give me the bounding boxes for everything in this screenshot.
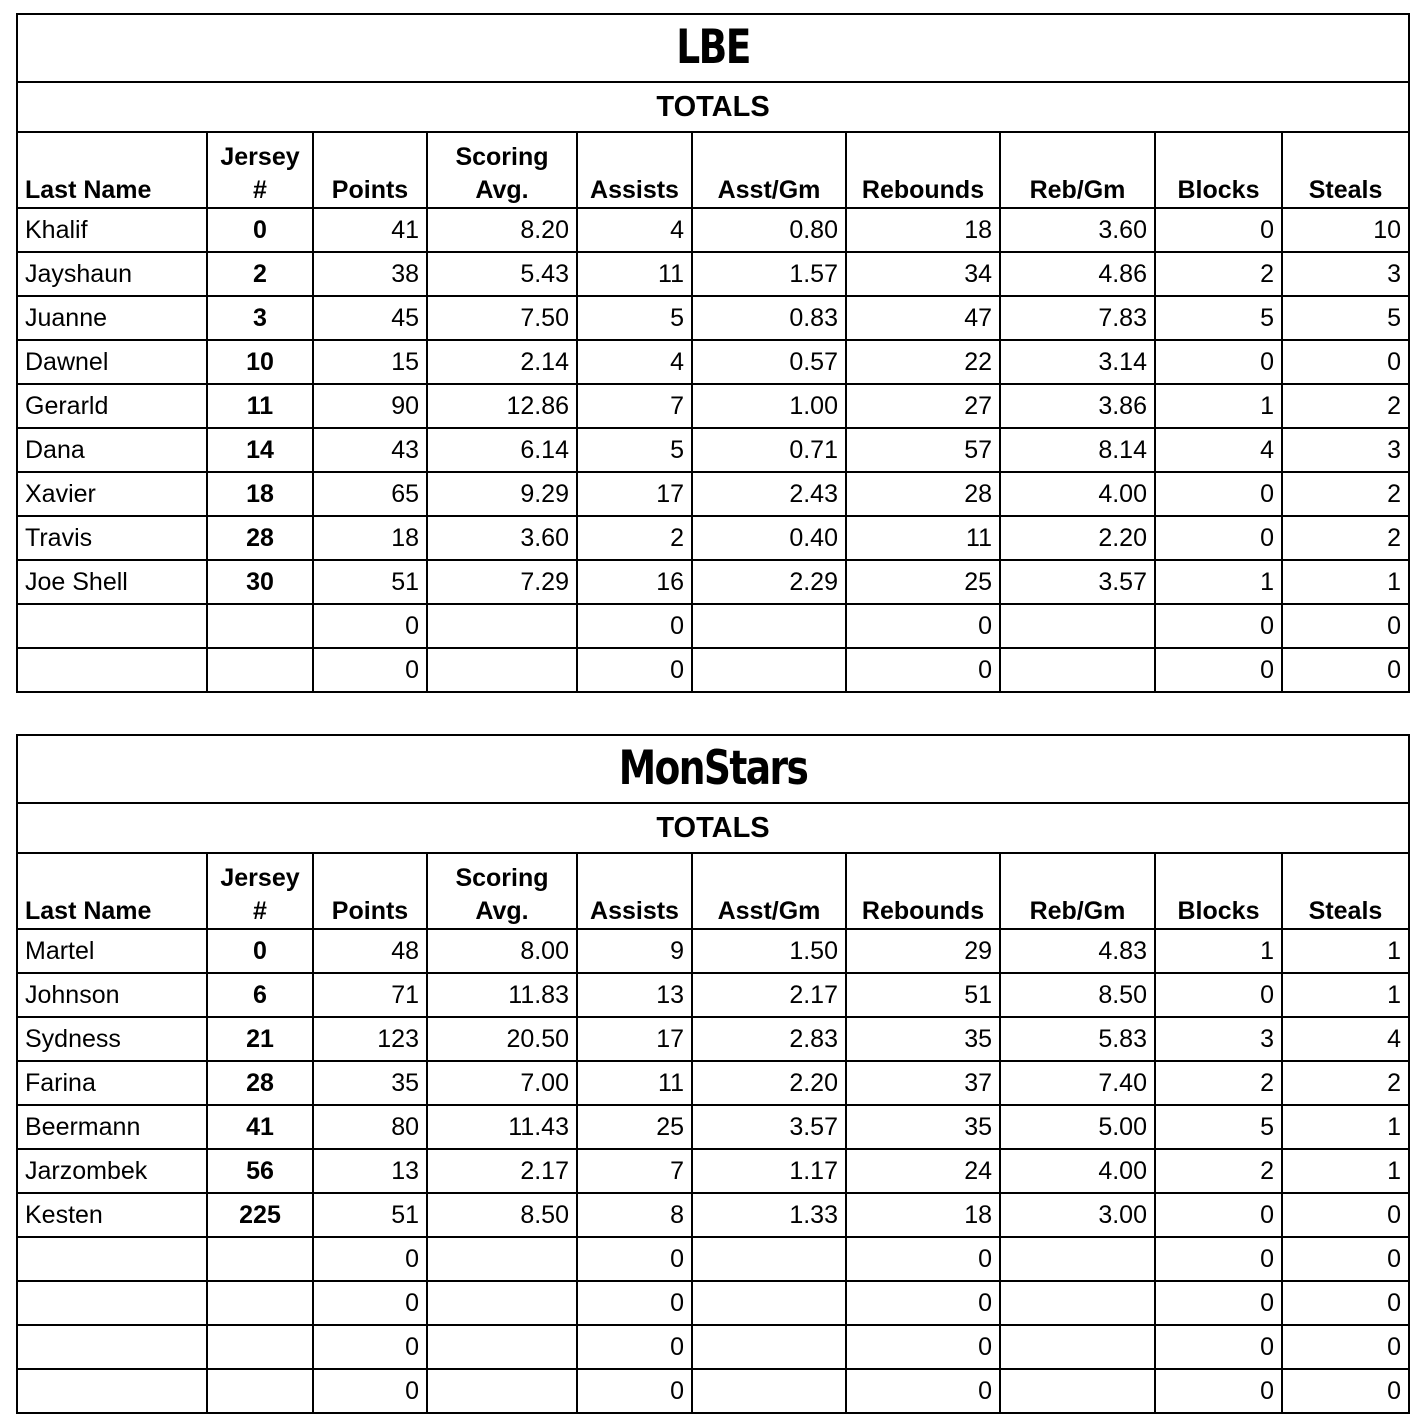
column-header-points: Points [313,132,427,208]
cell-assists: 2 [577,516,692,560]
cell-last-name: Sydness [17,1017,207,1061]
cell-asst-per-game: 1.17 [692,1149,846,1193]
cell-jersey: 225 [207,1193,313,1237]
cell-last-name: Juanne [17,296,207,340]
cell-rebounds: 35 [846,1017,1000,1061]
cell-steals: 2 [1282,472,1409,516]
cell-asst-per-game: 2.83 [692,1017,846,1061]
cell-scoring-avg: 2.14 [427,340,577,384]
cell-blocks: 2 [1155,1149,1282,1193]
cell-reb-per-game: 7.40 [1000,1061,1155,1105]
table-row [17,472,1409,516]
table-row [17,648,1409,692]
cell-steals: 0 [1282,648,1409,692]
cell-blocks: 0 [1155,973,1282,1017]
column-header-last-name: Last Name [17,853,207,929]
cell-blocks: 4 [1155,428,1282,472]
cell-asst-per-game: 2.29 [692,560,846,604]
cell-rebounds: 47 [846,296,1000,340]
cell-scoring-avg: 11.83 [427,973,577,1017]
table-row [17,929,1409,973]
cell-reb-per-game: 3.14 [1000,340,1155,384]
cell-points: 90 [313,384,427,428]
cell-points: 0 [313,1325,427,1369]
cell-asst-per-game: 2.17 [692,973,846,1017]
table-row [17,384,1409,428]
table-row [17,1105,1409,1149]
cell-assists: 7 [577,1149,692,1193]
cell-asst-per-game [692,1237,846,1281]
cell-jersey [207,1281,313,1325]
cell-points: 41 [313,208,427,252]
cell-asst-per-game: 0.71 [692,428,846,472]
cell-steals: 0 [1282,340,1409,384]
cell-rebounds: 0 [846,648,1000,692]
cell-jersey: 6 [207,973,313,1017]
cell-jersey [207,648,313,692]
cell-rebounds: 18 [846,1193,1000,1237]
cell-points: 51 [313,560,427,604]
table-row [17,516,1409,560]
cell-jersey: 21 [207,1017,313,1061]
cell-points: 0 [313,648,427,692]
cell-last-name: Beermann [17,1105,207,1149]
cell-blocks: 0 [1155,604,1282,648]
cell-rebounds: 18 [846,208,1000,252]
cell-blocks: 5 [1155,296,1282,340]
cell-scoring-avg: 7.50 [427,296,577,340]
cell-rebounds: 57 [846,428,1000,472]
cell-last-name: Jarzombek [17,1149,207,1193]
cell-scoring-avg: 20.50 [427,1017,577,1061]
cell-last-name: Farina [17,1061,207,1105]
header-row [17,132,1409,208]
cell-blocks: 1 [1155,560,1282,604]
cell-jersey [207,604,313,648]
table-row [17,1017,1409,1061]
totals-subtitle: TOTALS [17,803,1409,853]
cell-jersey [207,1237,313,1281]
column-header-asst-per-game: Asst/Gm [692,853,846,929]
team-title-cell [17,14,1409,82]
cell-blocks: 3 [1155,1017,1282,1061]
cell-steals: 1 [1282,973,1409,1017]
cell-assists: 5 [577,296,692,340]
cell-last-name: Dana [17,428,207,472]
cell-rebounds: 0 [846,1281,1000,1325]
cell-reb-per-game: 4.86 [1000,252,1155,296]
cell-last-name [17,1281,207,1325]
cell-last-name [17,604,207,648]
column-header-blocks: Blocks [1155,853,1282,929]
cell-scoring-avg [427,604,577,648]
column-header-jersey: Jersey # [207,853,313,929]
column-header-asst-per-game: Asst/Gm [692,132,846,208]
totals-subtitle: TOTALS [17,82,1409,132]
cell-steals: 0 [1282,1281,1409,1325]
cell-last-name: Gerarld [17,384,207,428]
cell-steals: 2 [1282,384,1409,428]
cell-reb-per-game [1000,1325,1155,1369]
cell-jersey: 0 [207,208,313,252]
cell-rebounds: 28 [846,472,1000,516]
team-title: LBE [676,20,750,75]
cell-scoring-avg: 5.43 [427,252,577,296]
cell-blocks: 0 [1155,1193,1282,1237]
cell-jersey: 18 [207,472,313,516]
lbe-player-rows [17,208,1409,692]
column-header-steals: Steals [1282,853,1409,929]
cell-steals: 0 [1282,604,1409,648]
cell-reb-per-game: 7.83 [1000,296,1155,340]
cell-blocks: 0 [1155,1281,1282,1325]
cell-assists: 0 [577,1281,692,1325]
cell-rebounds: 34 [846,252,1000,296]
cell-scoring-avg: 9.29 [427,472,577,516]
column-header-reb-per-game: Reb/Gm [1000,132,1155,208]
cell-asst-per-game: 1.33 [692,1193,846,1237]
table-row [17,296,1409,340]
cell-points: 0 [313,1281,427,1325]
cell-assists: 7 [577,384,692,428]
cell-reb-per-game: 8.50 [1000,973,1155,1017]
cell-reb-per-game: 5.00 [1000,1105,1155,1149]
cell-asst-per-game: 0.57 [692,340,846,384]
cell-reb-per-game [1000,604,1155,648]
cell-steals: 1 [1282,1149,1409,1193]
cell-blocks: 0 [1155,472,1282,516]
cell-blocks: 0 [1155,648,1282,692]
cell-asst-per-game: 1.57 [692,252,846,296]
cell-scoring-avg: 8.50 [427,1193,577,1237]
cell-points: 51 [313,1193,427,1237]
cell-reb-per-game: 5.83 [1000,1017,1155,1061]
cell-last-name: Dawnel [17,340,207,384]
cell-asst-per-game: 2.43 [692,472,846,516]
cell-asst-per-game [692,604,846,648]
column-header-assists: Assists [577,132,692,208]
cell-scoring-avg [427,648,577,692]
cell-blocks: 0 [1155,516,1282,560]
cell-rebounds: 0 [846,1325,1000,1369]
table-row [17,340,1409,384]
cell-assists: 0 [577,1237,692,1281]
cell-reb-per-game: 3.57 [1000,560,1155,604]
column-header-reb-per-game: Reb/Gm [1000,853,1155,929]
cell-points: 48 [313,929,427,973]
cell-reb-per-game: 8.14 [1000,428,1155,472]
cell-asst-per-game: 0.40 [692,516,846,560]
cell-scoring-avg: 7.29 [427,560,577,604]
lbe-stats-table [16,13,1410,693]
column-header-steals: Steals [1282,132,1409,208]
cell-reb-per-game: 2.20 [1000,516,1155,560]
cell-rebounds: 35 [846,1105,1000,1149]
table-row [17,1061,1409,1105]
cell-scoring-avg: 6.14 [427,428,577,472]
cell-jersey: 14 [207,428,313,472]
cell-rebounds: 0 [846,1369,1000,1413]
cell-assists: 5 [577,428,692,472]
column-header-scoring-avg: Scoring Avg. [427,132,577,208]
cell-assists: 4 [577,208,692,252]
team-title-cell [17,735,1409,803]
cell-last-name [17,1325,207,1369]
cell-assists: 17 [577,1017,692,1061]
cell-last-name: Johnson [17,973,207,1017]
table-row [17,604,1409,648]
cell-blocks: 0 [1155,1237,1282,1281]
cell-steals: 10 [1282,208,1409,252]
cell-last-name: Jayshaun [17,252,207,296]
cell-reb-per-game: 4.00 [1000,1149,1155,1193]
cell-blocks: 2 [1155,1061,1282,1105]
cell-asst-per-game: 1.50 [692,929,846,973]
cell-asst-per-game [692,648,846,692]
cell-scoring-avg: 3.60 [427,516,577,560]
cell-points: 13 [313,1149,427,1193]
cell-points: 0 [313,604,427,648]
table-row [17,1369,1409,1413]
cell-blocks: 0 [1155,1369,1282,1413]
column-header-points: Points [313,853,427,929]
cell-reb-per-game [1000,1237,1155,1281]
cell-scoring-avg: 11.43 [427,1105,577,1149]
cell-steals: 5 [1282,296,1409,340]
cell-points: 38 [313,252,427,296]
cell-last-name: Kesten [17,1193,207,1237]
cell-blocks: 0 [1155,208,1282,252]
cell-jersey: 2 [207,252,313,296]
cell-rebounds: 24 [846,1149,1000,1193]
monstars-player-rows [17,929,1409,1413]
cell-assists: 25 [577,1105,692,1149]
cell-scoring-avg [427,1325,577,1369]
cell-jersey: 11 [207,384,313,428]
column-header-blocks: Blocks [1155,132,1282,208]
cell-asst-per-game: 1.00 [692,384,846,428]
cell-jersey: 41 [207,1105,313,1149]
cell-rebounds: 11 [846,516,1000,560]
cell-assists: 13 [577,973,692,1017]
cell-jersey: 3 [207,296,313,340]
cell-rebounds: 29 [846,929,1000,973]
cell-blocks: 0 [1155,1325,1282,1369]
cell-reb-per-game: 4.00 [1000,472,1155,516]
cell-points: 71 [313,973,427,1017]
cell-rebounds: 27 [846,384,1000,428]
cell-asst-per-game [692,1281,846,1325]
cell-steals: 3 [1282,428,1409,472]
cell-reb-per-game [1000,1281,1155,1325]
cell-asst-per-game: 2.20 [692,1061,846,1105]
cell-reb-per-game: 3.00 [1000,1193,1155,1237]
cell-reb-per-game: 3.86 [1000,384,1155,428]
cell-reb-per-game [1000,648,1155,692]
cell-last-name [17,1369,207,1413]
cell-points: 43 [313,428,427,472]
table-row [17,252,1409,296]
cell-steals: 0 [1282,1193,1409,1237]
table-row [17,1325,1409,1369]
table-row [17,973,1409,1017]
table-row [17,208,1409,252]
cell-steals: 1 [1282,929,1409,973]
cell-asst-per-game: 0.80 [692,208,846,252]
cell-assists: 9 [577,929,692,973]
cell-assists: 17 [577,472,692,516]
header-row [17,853,1409,929]
cell-scoring-avg [427,1369,577,1413]
cell-rebounds: 0 [846,1237,1000,1281]
cell-steals: 0 [1282,1237,1409,1281]
cell-blocks: 0 [1155,340,1282,384]
table-row [17,1193,1409,1237]
cell-steals: 1 [1282,1105,1409,1149]
table-row [17,1281,1409,1325]
cell-jersey: 10 [207,340,313,384]
cell-scoring-avg: 12.86 [427,384,577,428]
cell-asst-per-game: 3.57 [692,1105,846,1149]
cell-jersey: 0 [207,929,313,973]
cell-blocks: 5 [1155,1105,1282,1149]
cell-blocks: 2 [1155,252,1282,296]
cell-rebounds: 37 [846,1061,1000,1105]
cell-points: 65 [313,472,427,516]
cell-last-name: Martel [17,929,207,973]
team-title: MonStars [618,741,808,796]
cell-assists: 4 [577,340,692,384]
cell-points: 45 [313,296,427,340]
cell-steals: 2 [1282,1061,1409,1105]
cell-last-name: Travis [17,516,207,560]
cell-asst-per-game: 0.83 [692,296,846,340]
cell-jersey [207,1369,313,1413]
table-row [17,428,1409,472]
cell-reb-per-game: 4.83 [1000,929,1155,973]
cell-points: 0 [313,1369,427,1413]
cell-assists: 11 [577,252,692,296]
cell-scoring-avg [427,1237,577,1281]
cell-assists: 0 [577,604,692,648]
cell-rebounds: 22 [846,340,1000,384]
cell-last-name: Joe Shell [17,560,207,604]
monstars-stats-table [16,734,1410,1414]
cell-points: 80 [313,1105,427,1149]
cell-points: 0 [313,1237,427,1281]
table-row [17,1149,1409,1193]
cell-last-name: Xavier [17,472,207,516]
cell-assists: 8 [577,1193,692,1237]
cell-blocks: 1 [1155,929,1282,973]
cell-scoring-avg: 8.20 [427,208,577,252]
cell-assists: 0 [577,648,692,692]
cell-last-name [17,648,207,692]
cell-reb-per-game [1000,1369,1155,1413]
cell-steals: 4 [1282,1017,1409,1061]
cell-rebounds: 0 [846,604,1000,648]
cell-assists: 0 [577,1369,692,1413]
cell-asst-per-game [692,1369,846,1413]
cell-scoring-avg: 7.00 [427,1061,577,1105]
cell-steals: 0 [1282,1369,1409,1413]
column-header-rebounds: Rebounds [846,853,1000,929]
cell-rebounds: 51 [846,973,1000,1017]
column-header-jersey: Jersey # [207,132,313,208]
cell-steals: 1 [1282,560,1409,604]
table-row [17,560,1409,604]
column-header-assists: Assists [577,853,692,929]
cell-points: 35 [313,1061,427,1105]
cell-asst-per-game [692,1325,846,1369]
cell-points: 18 [313,516,427,560]
cell-scoring-avg: 8.00 [427,929,577,973]
cell-jersey: 28 [207,516,313,560]
cell-last-name [17,1237,207,1281]
cell-jersey: 56 [207,1149,313,1193]
cell-jersey: 28 [207,1061,313,1105]
cell-blocks: 1 [1155,384,1282,428]
cell-assists: 16 [577,560,692,604]
column-header-scoring-avg: Scoring Avg. [427,853,577,929]
cell-steals: 2 [1282,516,1409,560]
cell-jersey [207,1325,313,1369]
table-row [17,1237,1409,1281]
column-header-last-name: Last Name [17,132,207,208]
cell-points: 123 [313,1017,427,1061]
cell-steals: 0 [1282,1325,1409,1369]
cell-steals: 3 [1282,252,1409,296]
cell-last-name: Khalif [17,208,207,252]
cell-assists: 11 [577,1061,692,1105]
column-header-rebounds: Rebounds [846,132,1000,208]
cell-jersey: 30 [207,560,313,604]
cell-rebounds: 25 [846,560,1000,604]
cell-points: 15 [313,340,427,384]
cell-assists: 0 [577,1325,692,1369]
cell-scoring-avg: 2.17 [427,1149,577,1193]
cell-reb-per-game: 3.60 [1000,208,1155,252]
cell-scoring-avg [427,1281,577,1325]
